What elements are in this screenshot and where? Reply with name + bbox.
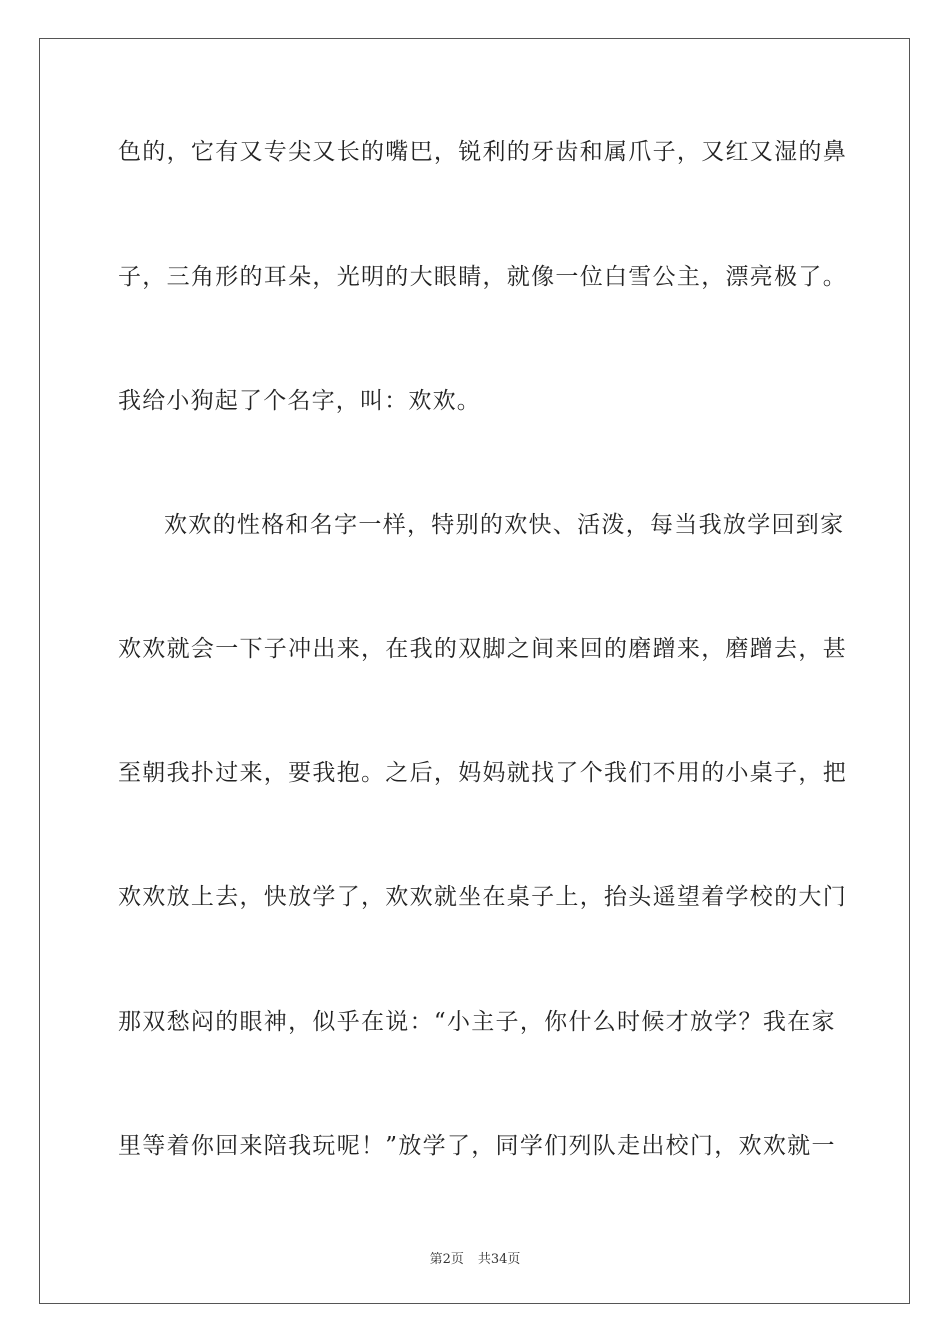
page-border (39, 38, 910, 1304)
body-text-line: 我给小狗起了个名字，叫：欢欢。 (118, 388, 481, 414)
page-number: 第2页 (429, 1252, 464, 1267)
body-text-line: 欢欢放上去，快放学了，欢欢就坐在桌子上，抬头遥望着学校的大门 (118, 884, 847, 910)
page-footer (0, 1248, 950, 1267)
body-text-line: 里等着你回来陪我玩呢！”放学了，同学们列队走出校门，欢欢就一 (118, 1133, 836, 1159)
body-text-line: 至朝我扑过来，要我抱。之后，妈妈就找了个我们不用的小桌子，把 (118, 760, 847, 786)
paragraph-first-line: 欢欢的性格和名字一样，特别的欢快、活泼，每当我放学回到家 (164, 512, 845, 538)
body-text-line: 那双愁闷的眼神，似乎在说：“小主子，你什么时候才放学？我在家 (118, 1009, 836, 1035)
body-text-line: 色的，它有又专尖又长的嘴巴，锐利的牙齿和属爪子，又红又湿的鼻 (118, 139, 847, 165)
body-text-line: 欢欢就会一下子冲出来，在我的双脚之间来回的磨蹭来，磨蹭去，甚 (118, 636, 847, 662)
page-total: 共34页 (477, 1252, 521, 1267)
body-text-line: 子，三角形的耳朵，光明的大眼睛，就像一位白雪公主，漂亮极了。 (118, 264, 847, 290)
